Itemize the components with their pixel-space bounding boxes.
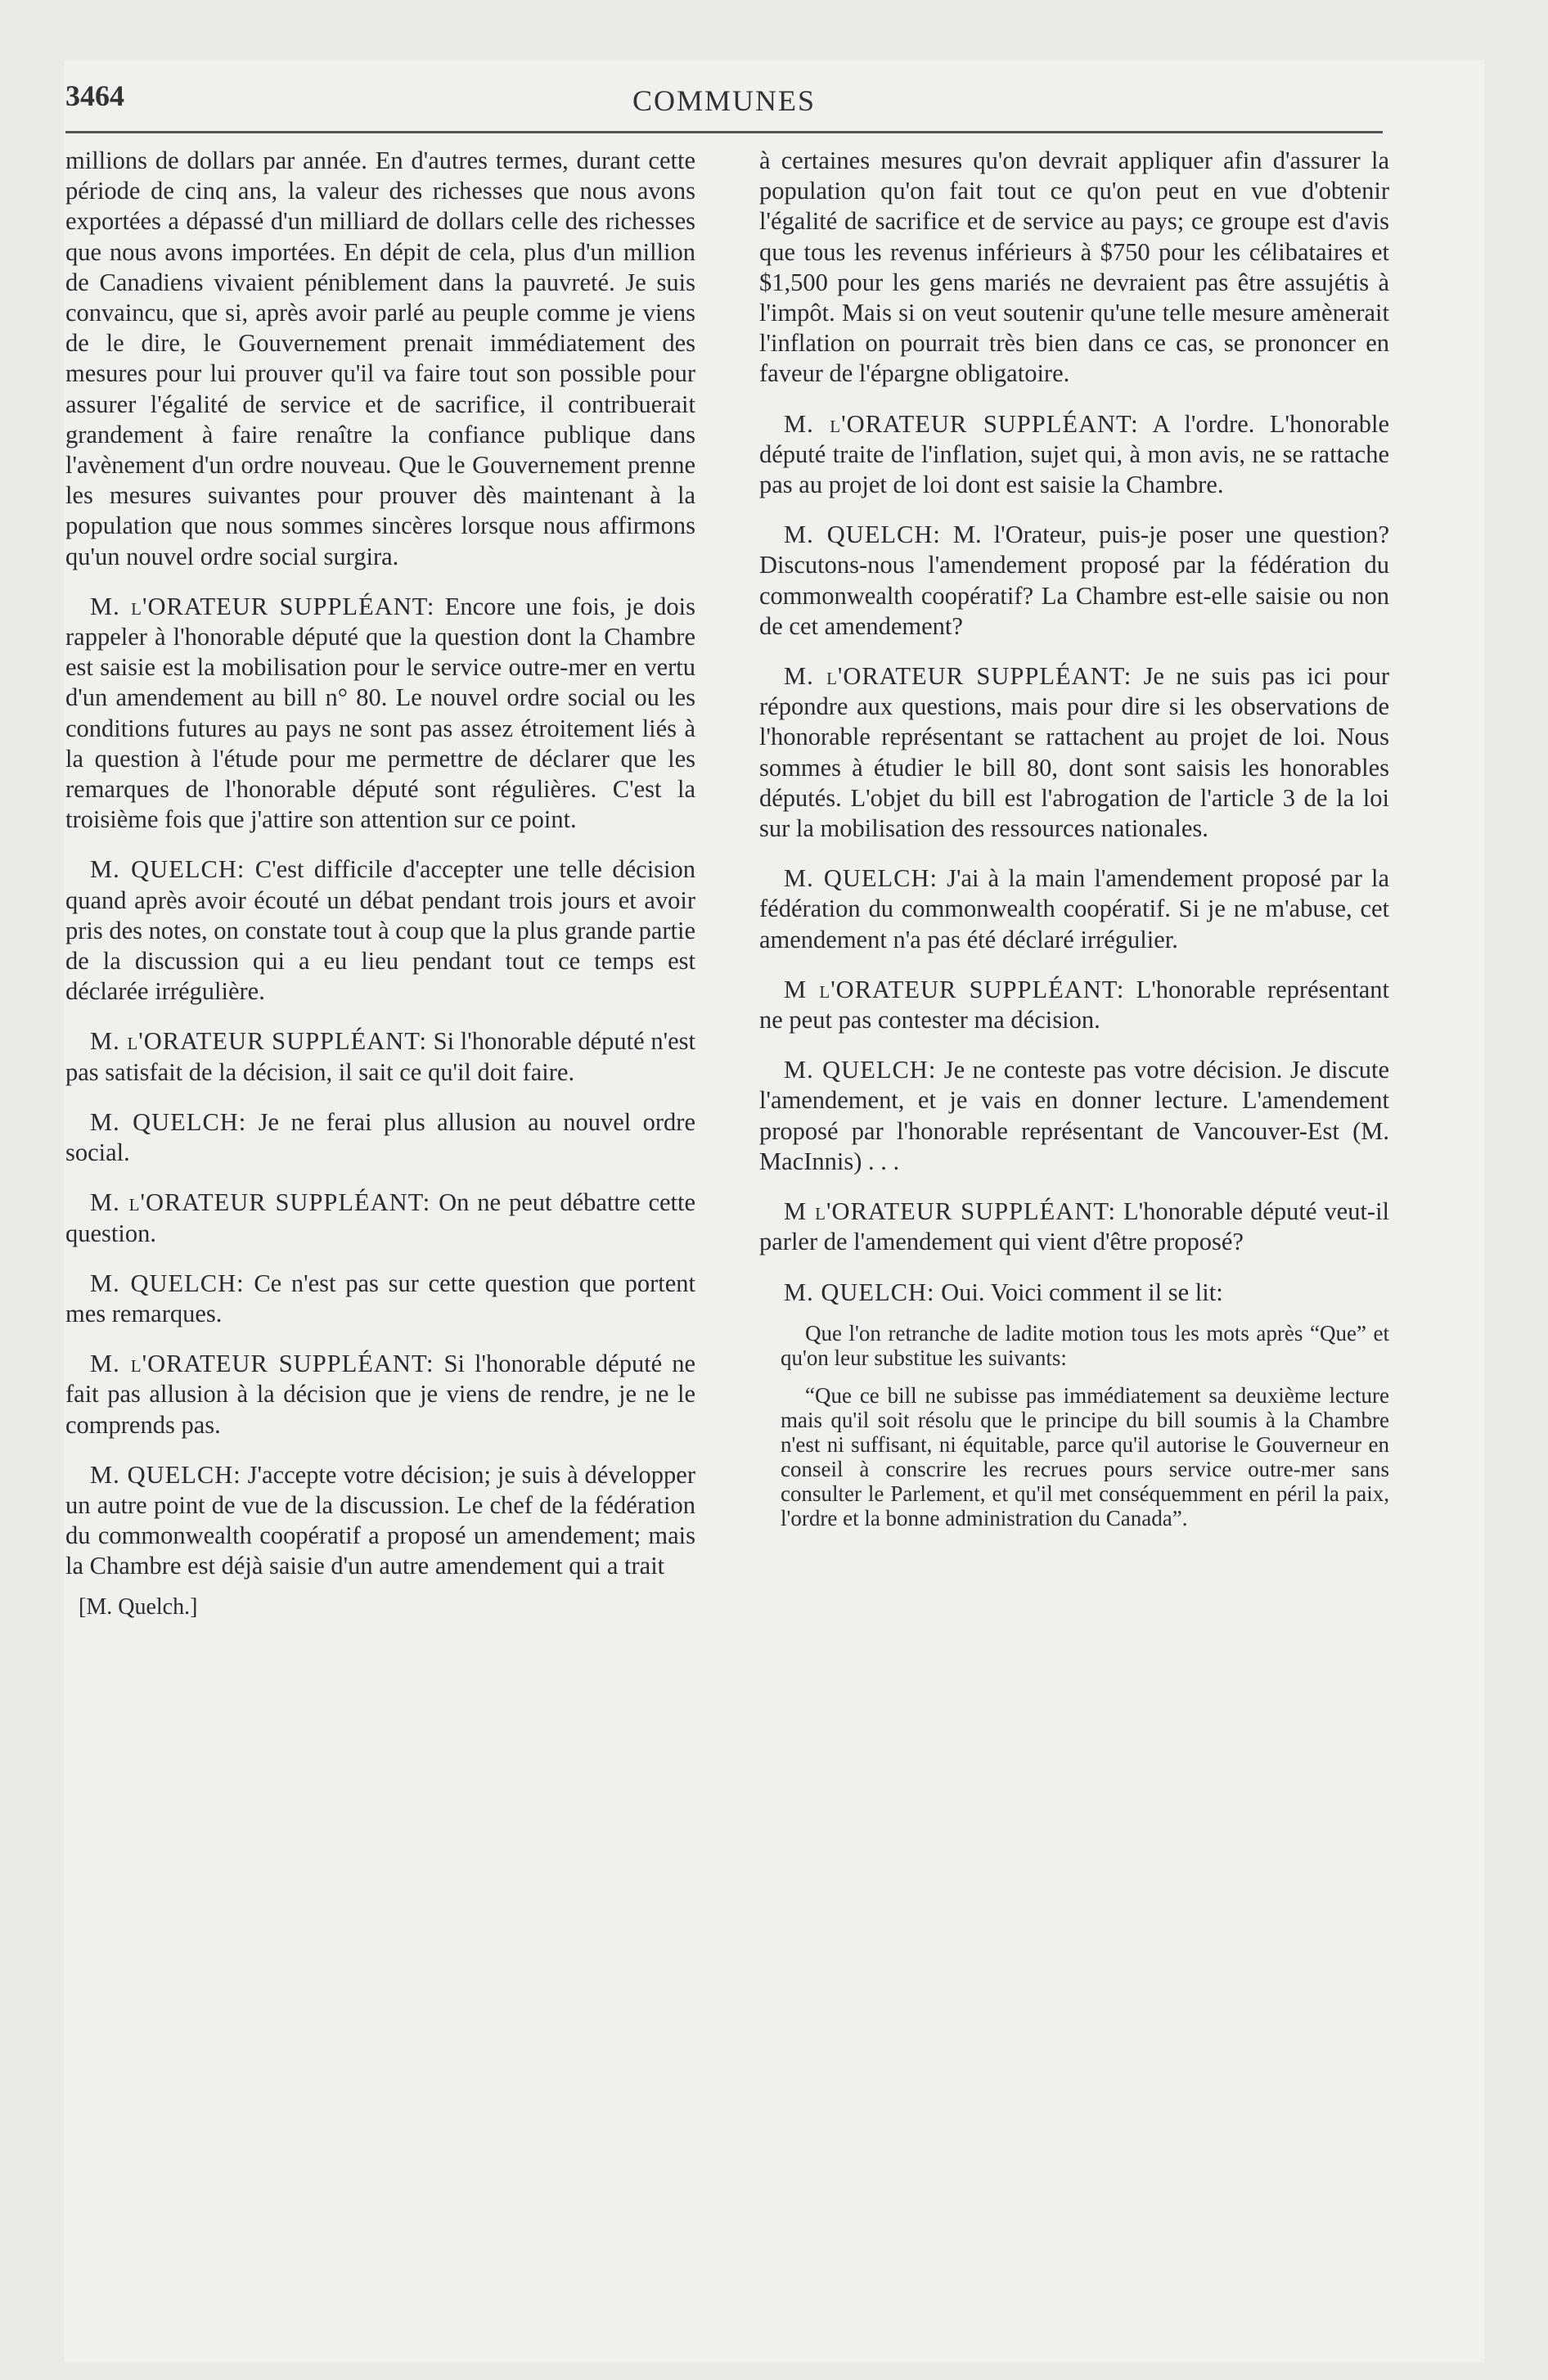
paragraph	[65, 1107, 695, 1168]
speaker-name: M. l'ORATEUR SUPPLÉANT:	[784, 662, 1132, 691]
speaker-name: M. QUELCH:	[90, 1269, 245, 1297]
paragraph	[65, 1349, 695, 1440]
paragraph	[65, 1269, 695, 1329]
header-rule	[65, 131, 1383, 133]
speech-text: Je ne suis pas ici pour répondre aux questions, mais pour dire si les observations de l'honorable représentant se rattachent au projet de loi. Nous sommes à étudier le bill 80, dont sont saisis les honorables députés. L'objet du bill est l'abrogation de l'article 3 de la loi sur la mobilisation des ressources nationales.	[759, 662, 1389, 843]
speech-text: On ne peut débattre cette question.	[65, 1188, 695, 1247]
speaker-name: M. l'ORATEUR SUPPLÉANT:	[784, 409, 1139, 438]
speech-text: J'ai à la main l'amendement proposé par la fédération du commonwealth coopératif. Si je ne m'abuse, cet amendement n'a pas été déclaré irrégulier.	[759, 864, 1390, 953]
paragraph	[759, 409, 1389, 501]
speech-text: J'accepte votre décision; je suis à développer un autre point de vue de la discussion. Le chef de la fédération du commonwealth coopératif a proposé un amendement; mais la Chambre est déjà saisie d'un autre amendement qui a trait	[65, 1460, 695, 1580]
speaker-name: M l'ORATEUR SUPPLÉANT:	[784, 975, 1125, 1003]
paragraph: millions de dollars par année. En d'autres termes, durant cette période de cinq ans, la valeur des richesses que nous avons exportées a dépassé d'un milliard de dollars celle des richesses que nous avons importées. En dépit de cela, plus d'un million de Canadiens vivaient péniblement dans la pauvreté. Je suis convaincu, que si, après avoir parlé au peuple comme je viens de le dire, le Gouvernement prenait immédiatement des mesures pour lui prouver qu'il va faire tout son possible pour assurer l'égalité de service et de sacrifice, il contribuerait grandement à faire renaître la confiance publique dans l'avènement d'un ordre nouveau. Que le Gouvernement prenne les mesures suivantes pour prouver dès maintenant à la population que nous sommes sincères lorsque nous affirmons qu'un nouvel ordre social surgira.	[65, 146, 695, 570]
speaker-name: M. QUELCH:	[784, 521, 941, 549]
right-column	[759, 146, 1389, 1544]
speech-text: Ce n'est pas sur cette question que portent mes remarques.	[65, 1269, 695, 1327]
speaker-name: M. l'ORATEUR SUPPLÉANT:	[90, 1350, 434, 1378]
speech-text: Si l'honorable député ne fait pas allusion à la décision que je viens de rendre, je ne le comprends pas.	[65, 1350, 696, 1439]
speaker-name: M. l'ORATEUR SUPPLÉANT:	[90, 1188, 431, 1217]
speaker-name: M. QUELCH:	[90, 1460, 241, 1489]
speech-text: L'honorable représentant ne peut pas contester ma décision.	[759, 975, 1389, 1034]
speaker-name: M. l'ORATEUR SUPPLÉANT:	[90, 592, 435, 620]
speech-text: A l'ordre. L'honorable député traite de l'inflation, sujet qui, à mon avis, ne se rattache pas au projet de loi dont est saisie la Chambre.	[759, 409, 1389, 499]
quoted-amendment: “Que ce bill ne subisse pas immédiatement sa deuxième lecture mais qu'il soit résolu que le principe du bill soumis à la Chambre n'est ni suffisant, ni équitable, parce qu'il autorise le Gouverneur en conseil à conscrire les recrues pours service outre-mer sans consulter le Parlement, et qu'il met conséquemment en péril la paix, l'ordre et la bonne administration du Canada”.	[781, 1382, 1389, 1530]
speech-text: Si l'honorable député n'est pas satisfait de la décision, il sait ce qu'il doit faire.	[65, 1027, 695, 1086]
paragraph	[759, 520, 1389, 642]
speaker-name: M. QUELCH:	[90, 1107, 247, 1136]
paragraph	[759, 1055, 1389, 1177]
speaker-attribution: [M. Quelch.]	[79, 1593, 198, 1620]
paragraph: à certaines mesures qu'on devrait appliquer afin d'assurer la population qu'on fait tout ce qu'on peut en vue d'obtenir l'égalité de sacrifice et de service au pays; ce groupe est d'avis que tous les revenus inférieurs à $750 pour les célibataires et $1,500 pour les gens mariés ne devraient pas être assujétis à l'impôt. Mais si on veut soutenir qu'une telle mesure amènerait l'inflation on pourrait très bien dans ce cas, se prononcer en faveur de l'épargne obligatoire.	[759, 146, 1389, 388]
speaker-name: M l'ORATEUR SUPPLÉANT:	[784, 1197, 1116, 1226]
speech-text: Je ne conteste pas votre décision. Je discute l'amendement, et je vais en donner lecture. L'amendement proposé par l'honorable représentant de Vancouver-Est (M. MacInnis) . . .	[759, 1056, 1390, 1175]
speaker-name: M. QUELCH:	[784, 1278, 935, 1306]
paragraph	[759, 1197, 1389, 1257]
paragraph	[759, 975, 1389, 1035]
speech-text: L'honorable député veut-il parler de l'amendement qui vient d'être proposé?	[759, 1197, 1390, 1256]
page-number: 3464	[65, 79, 124, 112]
speech-text: C'est difficile d'accepter une telle décision quand après avoir écouté un débat pendant trois jours et avoir pris des notes, on constate tout à coup que la plus grande partie de la discussion qui a eu lieu pendant tout ce temps est déclarée irrégulière.	[65, 855, 696, 1006]
page-header	[65, 79, 1383, 128]
left-column	[65, 146, 695, 1622]
paragraph	[65, 1460, 695, 1582]
speaker-name: M. QUELCH:	[90, 855, 245, 884]
paragraph	[65, 592, 695, 836]
speech-text: Oui. Voici comment il se lit:	[941, 1278, 1223, 1306]
paragraph	[65, 854, 695, 1007]
paragraph	[759, 1278, 1389, 1308]
paragraph	[759, 661, 1389, 844]
speech-text: Encore une fois, je dois rappeler à l'honorable député que la question dont la Chambre est saisie est la mobilisation pour le service outre-mer en vertu d'un amendement au bill n° 80. Le nouvel ordre social ou les conditions futures au pays ne sont pas assez étroitement liés à la question à l'étude pour me permettre de déclarer que les remarques de l'honorable député sont régulières. C'est la troisième fois que j'attire son attention sur ce point.	[65, 592, 695, 834]
paragraph	[65, 1188, 695, 1248]
speech-text: Je ne ferai plus allusion au nouvel ordre social.	[65, 1107, 696, 1167]
speech-text: M. l'Orateur, puis-je poser une question? Discutons-nous l'amendement proposé par la fédération du commonwealth coopératif? La Chambre est-elle saisie ou non de cet amendement?	[759, 521, 1390, 640]
speaker-name: M. QUELCH:	[784, 864, 938, 893]
speaker-name: M. l'ORATEUR SUPPLÉANT:	[90, 1027, 427, 1056]
running-head: COMMUNES	[632, 84, 817, 117]
paragraph	[759, 863, 1389, 955]
speaker-name: M. QUELCH:	[784, 1056, 937, 1084]
quoted-motion: Que l'on retranche de ladite motion tous les mots après “Que” et qu'on leur substitue les suivants:	[781, 1320, 1389, 1370]
paragraph	[65, 1026, 695, 1087]
